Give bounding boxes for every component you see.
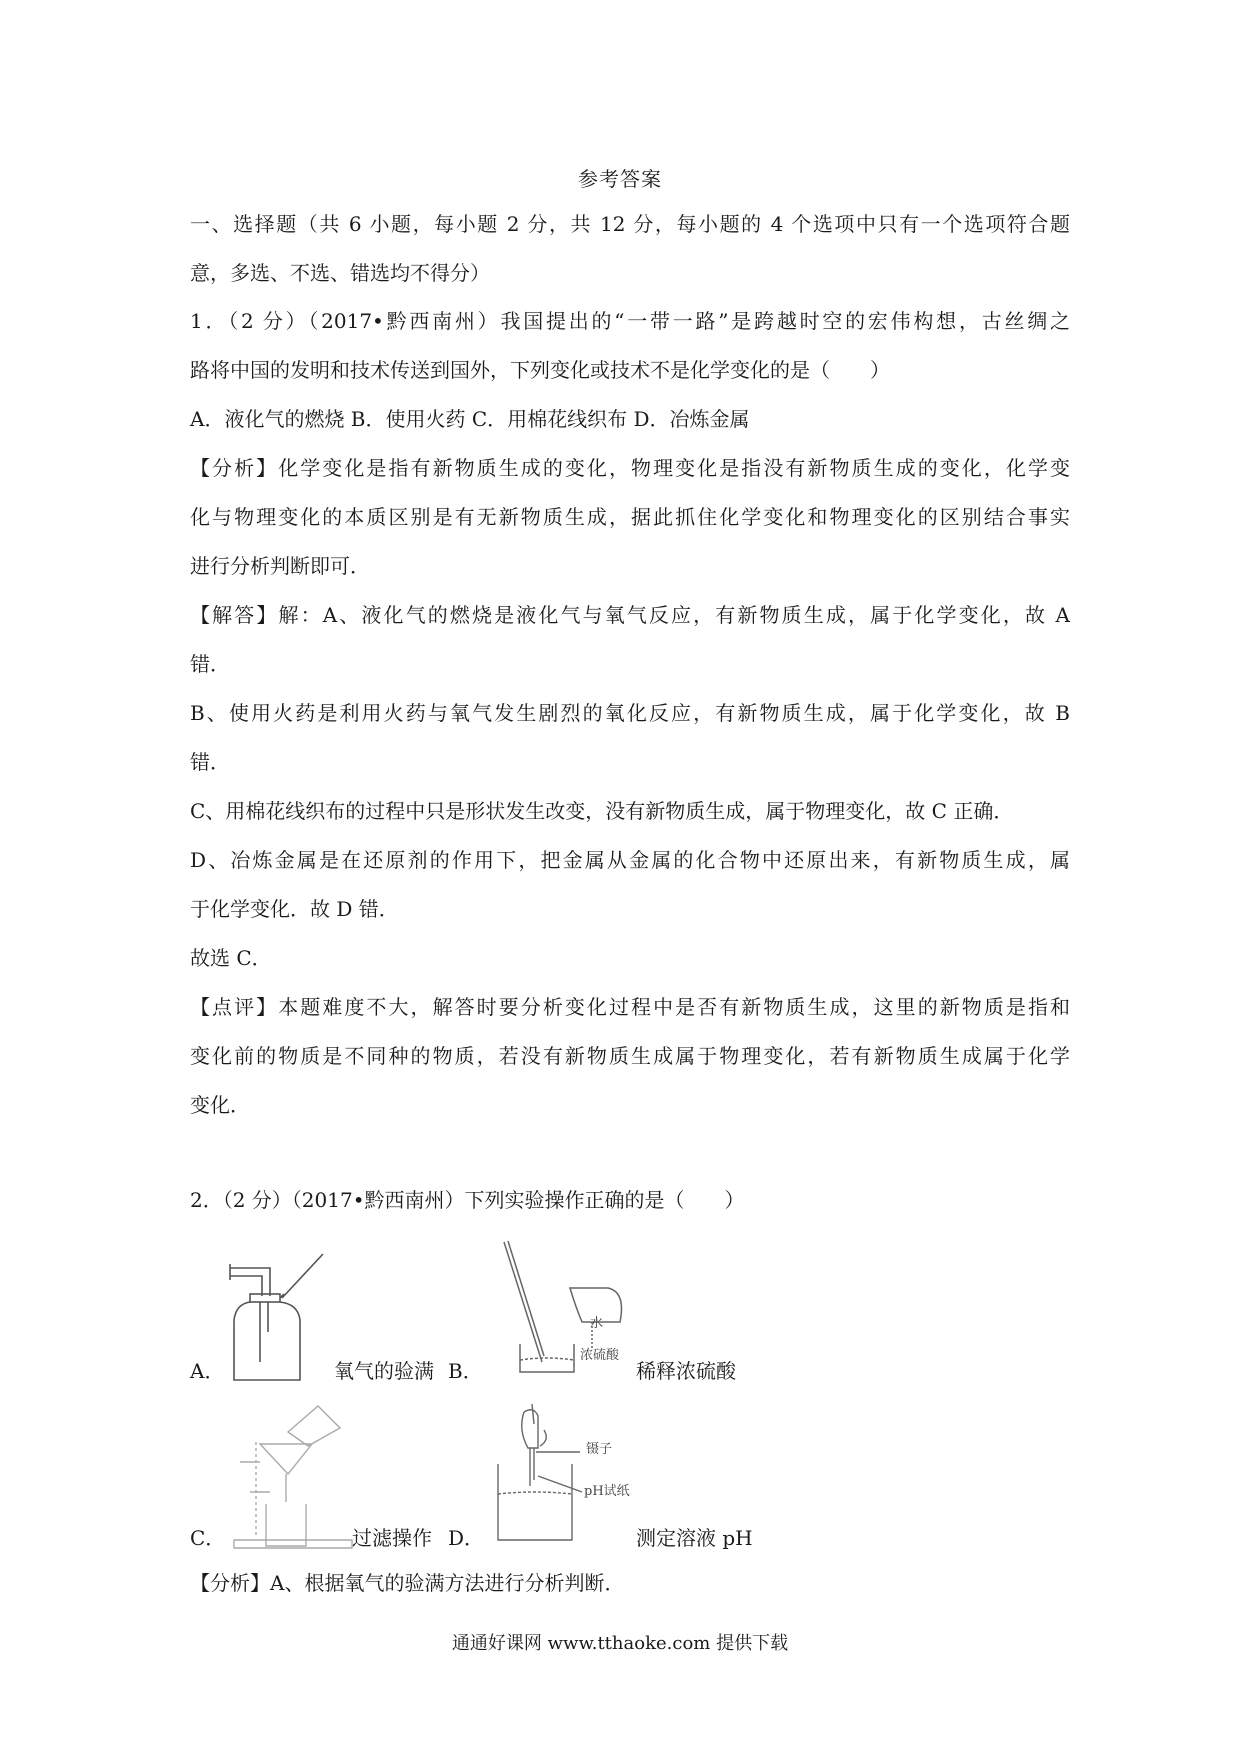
q2-option-a-letter: A．	[190, 1359, 225, 1383]
q1-analysis-line-2: 化与物理变化的本质区别是有无新物质生成，据此抓住化学变化和物理变化的区别结合事实	[190, 505, 1070, 529]
q1-answer-a-line-1: 【解答】解：A、液化气的燃烧是液化气与氧气反应，有新物质生成，属于化学变化，故 A	[190, 603, 1070, 627]
figure-ph-test	[490, 1400, 640, 1548]
q1-answer-c: C、用棉花线织布的过程中只是形状发生改变，没有新物质生成，属于物理变化，故 C 正确．	[190, 799, 1014, 823]
q2-analysis-line-1: 【分析】A、根据氧气的验满方法进行分析判断．	[190, 1571, 625, 1595]
label-ph-paper: pH试纸	[584, 1484, 630, 1499]
q2-option-c-label: 过滤操作	[352, 1526, 432, 1550]
figure-dilution	[500, 1232, 640, 1382]
q1-comment-line-1: 【点评】本题难度不大，解答时要分析变化过程中是否有新物质生成，这里的新物质是指和	[190, 995, 1070, 1019]
q1-answer-b-line-2: 错．	[190, 750, 230, 774]
q1-stem-line-1: 1．（2 分）（2017•黔西南州）我国提出的“一带一路”是跨越时空的宏伟构想，古丝绸之	[190, 309, 1070, 333]
q1-comment-line-3: 变化．	[190, 1093, 250, 1117]
q1-options: A．液化气的燃烧 B．使用火药 C．用棉花线织布 D．冶炼金属	[190, 407, 750, 431]
q2-option-d-label: 测定溶液 pH	[636, 1526, 753, 1550]
figure-gas-bottle	[222, 1242, 332, 1386]
q1-analysis-line-1: 【分析】化学变化是指有新物质生成的变化，物理变化是指没有新物质生成的变化，化学变	[190, 456, 1070, 480]
section-header-line-1: 一、选择题（共 6 小题，每小题 2 分，共 12 分，每小题的 4 个选项中只有一个选项符合题	[190, 212, 1070, 236]
page-title: 参考答案	[578, 167, 662, 191]
q1-answer-d-line-1: D、冶炼金属是在还原剂的作用下，把金属从金属的化合物中还原出来，有新物质生成，属	[190, 848, 1070, 872]
q2-option-b-label: 稀释浓硫酸	[636, 1359, 736, 1383]
q2-option-b-letter: B．	[448, 1359, 483, 1383]
q1-answer-d-line-2: 于化学变化．故 D 错．	[190, 897, 399, 921]
section-header-line-2: 意，多选、不选、错选均不得分）	[190, 261, 490, 285]
q1-comment-line-2: 变化前的物质是不同种的物质，若没有新物质生成属于物理变化，若有新物质生成属于化学	[190, 1044, 1070, 1068]
label-water: 水	[590, 1316, 604, 1331]
q2-option-d-letter: D．	[448, 1526, 485, 1550]
q2-option-c-letter: C．	[190, 1526, 226, 1550]
page-footer: 通通好课网 www.tthaoke.com 提供下载	[451, 1633, 789, 1654]
q2-stem: 2．（2 分）（2017•黔西南州）下列实验操作正确的是（ ）	[190, 1188, 745, 1212]
q1-analysis-line-3: 进行分析判断即可．	[190, 554, 370, 578]
q1-choice: 故选 C．	[190, 946, 272, 970]
q2-option-a-label: 氧气的验满	[334, 1359, 434, 1383]
label-tweezers: 镊子	[586, 1442, 613, 1457]
q1-answer-a-line-2: 错．	[190, 652, 230, 676]
label-acid: 浓硫酸	[580, 1348, 620, 1363]
q1-stem-line-2: 路将中国的发明和技术传送到国外，下列变化或技术不是化学变化的是（ ）	[190, 358, 890, 382]
q1-answer-b-line-1: B、使用火药是利用火药与氧气发生剧烈的氧化反应，有新物质生成，属于化学变化，故 B	[190, 701, 1070, 725]
